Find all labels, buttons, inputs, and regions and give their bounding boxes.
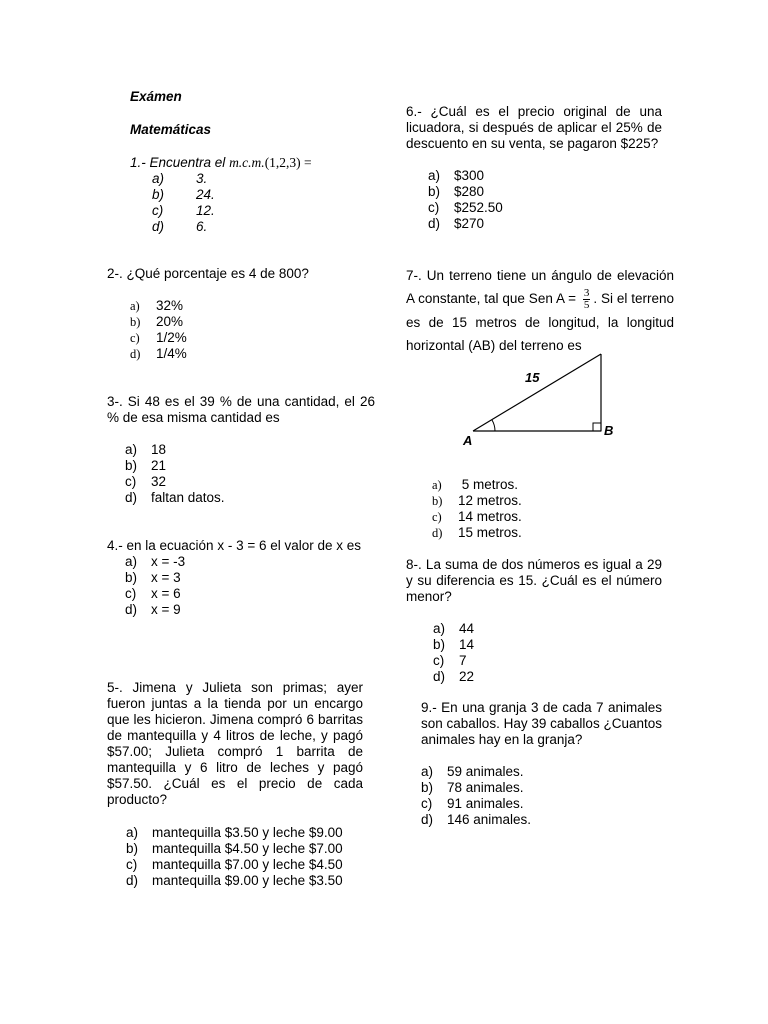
- question-2-text: 2-. ¿Qué porcentaje es 4 de 800?: [107, 266, 309, 281]
- option-c[interactable]: c) $252.50: [428, 200, 503, 215]
- option-c[interactable]: c) 91 animales.: [421, 796, 524, 811]
- exam-title: Exámen: [130, 89, 182, 104]
- option-a[interactable]: a) 3.: [152, 171, 208, 186]
- question-4: [107, 538, 365, 618]
- question-2-options: [130, 298, 367, 362]
- option-d[interactable]: d) x = 9: [125, 602, 181, 617]
- question-1-options: [152, 171, 370, 235]
- option-d[interactable]: d) 6.: [152, 219, 208, 234]
- question-5-options: [126, 825, 363, 889]
- question-5-text: 5-. Jimena y Julieta son primas; ayer fueron juntas a la tienda por un encargo que les hicieron. Jimena compró 6 barritas de mantequilla y 4 litros de leche, y pagó $57.00; Julieta compró 1 barrita de mantequilla y 6 litro de leches y pagó $57.50. ¿Cuál es el precio de cada producto?: [107, 680, 363, 807]
- option-b[interactable]: b) x = 3: [125, 570, 181, 585]
- option-b[interactable]: b) mantequilla $4.50 y leche $7.00: [126, 841, 343, 856]
- question-8: [406, 557, 662, 685]
- mcm-function: m.c.m.: [229, 155, 265, 170]
- question-2: [107, 266, 367, 362]
- triangle-figure: [455, 350, 625, 450]
- option-b[interactable]: b) 21: [125, 458, 167, 473]
- question-9-options: [421, 764, 662, 828]
- option-d[interactable]: d) $270: [428, 216, 485, 231]
- option-a[interactable]: a) x = -3: [125, 554, 186, 569]
- hypotenuse-line: [473, 354, 601, 431]
- option-a[interactable]: a) 18: [125, 442, 167, 457]
- option-b[interactable]: b) 20%: [130, 314, 184, 329]
- fraction-sen-a: $\frac{3}{5}$: [583, 286, 590, 311]
- question-3: [107, 394, 375, 506]
- angle-arc: [492, 420, 495, 431]
- option-c[interactable]: c) 12.: [152, 203, 215, 218]
- question-7: [406, 264, 674, 357]
- right-angle-marker: [593, 423, 601, 431]
- option-a[interactable]: a) 5 metros.: [432, 477, 519, 492]
- question-8-options: [433, 621, 662, 685]
- option-c[interactable]: c) 1/2%: [130, 330, 187, 345]
- question-6: [406, 104, 662, 232]
- option-d[interactable]: d) faltan datos.: [125, 490, 225, 505]
- question-5: [107, 680, 363, 889]
- question-7-options-wrap: [432, 477, 522, 541]
- question-4-text: 4.- en la ecuación x - 3 = 6 el valor de x es: [107, 538, 362, 553]
- option-c[interactable]: c) 7: [433, 653, 467, 668]
- option-d[interactable]: d) 1/4%: [130, 346, 187, 361]
- question-3-text: 3-. Si 48 es el 39 % de una cantidad, el 26 % de esa misma cantidad es: [107, 394, 375, 425]
- question-9-text: 9.- En una granja 3 de cada 7 animales son caballos. Hay 39 caballos ¿Cuantos animales hay en la granja?: [421, 700, 662, 747]
- vertex-a-label: A: [463, 433, 473, 448]
- question-3-options: [125, 442, 375, 506]
- option-a[interactable]: a) 59 animales.: [421, 764, 524, 779]
- question-7-options: [432, 477, 522, 541]
- question-1-text: [130, 155, 370, 171]
- question-8-text: 8-. La suma de dos números es igual a 29 y su diferencia es 15. ¿Cuál es el número menor?: [406, 557, 662, 604]
- option-a[interactable]: a) $300: [428, 168, 485, 183]
- option-a[interactable]: a) 44: [433, 621, 475, 636]
- question-1-prefix: 1.- Encuentra el: [130, 155, 230, 170]
- option-c[interactable]: c) 32: [125, 474, 167, 489]
- hypotenuse-label: 15: [525, 370, 540, 385]
- question-7-text: 7-. Un terreno tiene un ángulo de elevación A constante, tal que Sen A = $\frac{3}{5}$ . Si el terreno es de 15 metros de longitud, la longitud horizontal (AB) del terreno es: [406, 268, 674, 353]
- option-b[interactable]: b) 14: [433, 637, 475, 652]
- question-6-options: [428, 168, 662, 232]
- option-c[interactable]: c) x = 6: [125, 586, 181, 601]
- option-d[interactable]: d) mantequilla $9.00 y leche $3.50: [126, 873, 343, 888]
- option-c[interactable]: c) 14 metros.: [432, 509, 522, 524]
- option-b[interactable]: b) 78 animales.: [421, 780, 524, 795]
- option-a[interactable]: a) 32%: [130, 298, 184, 313]
- option-b[interactable]: b) $280: [428, 184, 485, 199]
- option-c[interactable]: c) mantequilla $7.00 y leche $4.50: [126, 857, 343, 872]
- option-b[interactable]: b) 12 metros.: [432, 493, 522, 508]
- question-6-text: 6.- ¿Cuál es el precio original de una licuadora, si después de aplicar el 25% de descuento en su venta, se pagaron $225?: [406, 104, 662, 151]
- option-b[interactable]: b) 24.: [152, 187, 215, 202]
- question-9: [421, 700, 662, 828]
- mcm-args: (1,2,3) =: [264, 155, 312, 170]
- option-d[interactable]: d) 146 animales.: [421, 812, 532, 827]
- question-1: [130, 155, 370, 235]
- option-a[interactable]: a) mantequilla $3.50 y leche $9.00: [126, 825, 343, 840]
- subject-title: Matemáticas: [130, 122, 212, 137]
- option-d[interactable]: d) 15 metros.: [432, 525, 522, 540]
- vertex-b-label: B: [604, 423, 614, 438]
- option-d[interactable]: d) 22: [433, 669, 475, 684]
- question-4-options: [125, 554, 365, 618]
